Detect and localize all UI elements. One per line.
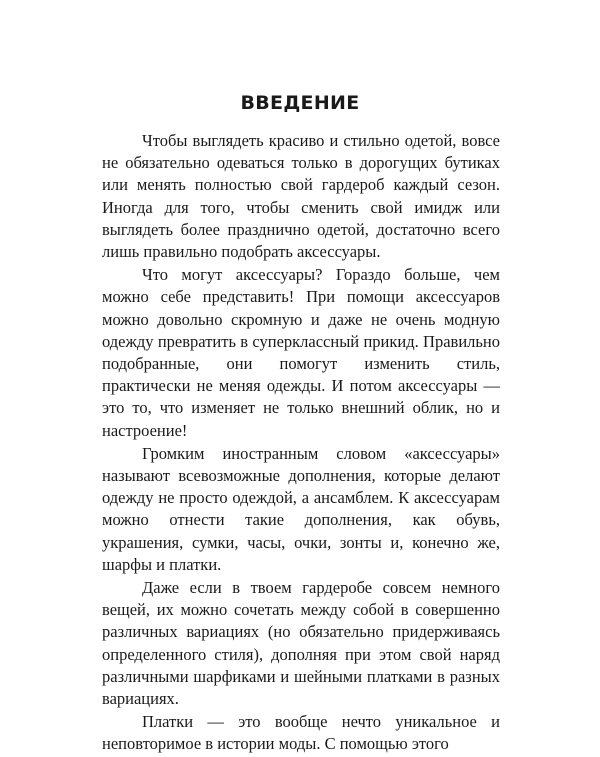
body-text — [102, 130, 500, 757]
paragraph-3: Громким иностранным словом «аксессуары» называют всевозможные дополнения, которые делают одежду не просто одеждой, а ансамблем. К аксессуарам можно отнести такие дополнения, как обувь, украшения, сумки, часы, очки, зонты и, конечно же, шарфы и платки. — [102, 443, 500, 574]
paragraph-4: Даже если в твоем гардеробе совсем немного вещей, их можно сочетать между собой в совершенно различных вариациях (но обязательно придерживаясь определенного стиля), дополняя при этом свой наряд различными шарфиками и шейными платками в разных вариациях. — [102, 578, 500, 709]
paragraph-2: Что могут аксессуары? Гораздо больше, чем можно себе представить! При помощи аксессуаров можно довольно скромную и даже не очень модную одежду превратить в суперклассный прикид. Правильно подобранные, они помогут изменить стиль, практически не меняя одежды. И потом аксессуары — это то, что изменяет не только внешний облик, но и настроение! — [102, 265, 500, 440]
paragraph-5: Платки — это вообще нечто уникальное и неповторимое в истории моды. С помощью этого — [102, 712, 500, 754]
page-title: ВВЕДЕНИЕ — [240, 92, 360, 114]
paragraph-1: Чтобы выглядеть красиво и стильно одетой, вовсе не обязательно одеваться только в дорогущих бутиках или менять полностью свой гардероб каждый сезон. Иногда для того, чтобы сменить свой имидж или выглядеть более празднично одетой, достаточно всего лишь правильно подобрать аксессуары. — [102, 131, 500, 262]
